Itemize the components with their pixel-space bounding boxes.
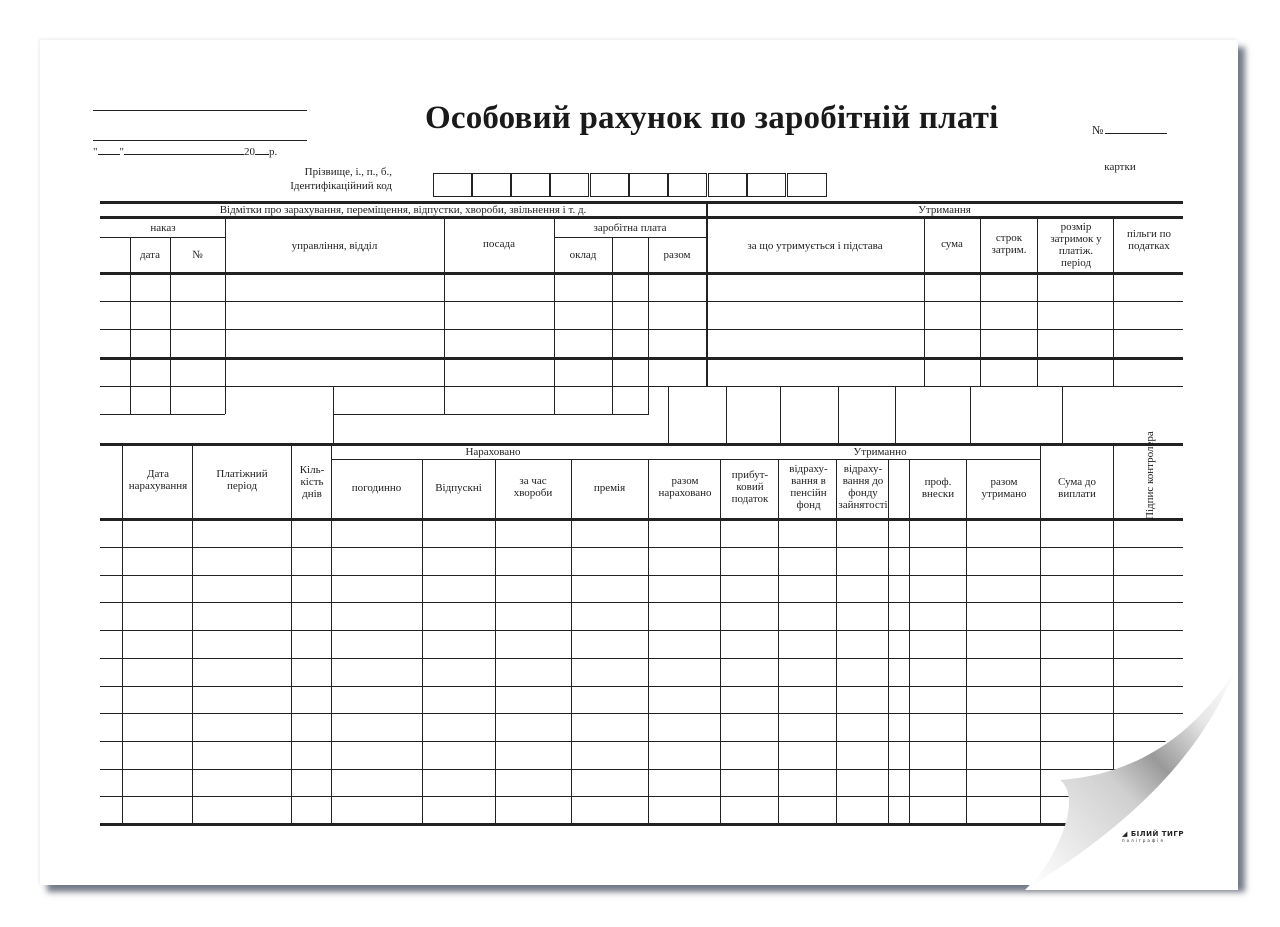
rule <box>895 386 896 443</box>
rule <box>780 386 781 443</box>
id-code-digit-3[interactable] <box>511 173 550 197</box>
col-withhold-reason: за що утримується і підстава <box>747 240 883 252</box>
rule <box>571 459 572 824</box>
group-accrued: Нараховано <box>465 446 521 458</box>
col-withhold-amount: сума <box>941 238 963 250</box>
col-withhold-term: строк затрим. <box>991 232 1027 256</box>
id-code-digit-2[interactable] <box>472 173 511 197</box>
group-withheld: Утриманно <box>853 446 907 458</box>
id-code-digit-1[interactable] <box>433 173 472 197</box>
section-title-marks: Відмітки про зарахування, переміщення, відпустки, хвороби, звільнення і т. д. <box>219 204 587 216</box>
rule <box>966 459 967 824</box>
name-label: Прізвище, і., п., б., <box>304 166 392 178</box>
col-bonus: премія <box>593 482 626 494</box>
rule <box>909 459 910 824</box>
rule <box>554 216 555 414</box>
rule <box>100 713 1183 714</box>
rule <box>422 459 423 824</box>
year-blank[interactable] <box>255 154 269 155</box>
id-code-digit-9[interactable] <box>747 173 786 197</box>
col-hourly: погодинно <box>351 482 402 494</box>
rule <box>612 237 613 414</box>
col-order: наказ <box>150 222 176 234</box>
rule <box>100 216 1183 219</box>
rule <box>100 357 1183 360</box>
rule <box>331 459 1040 460</box>
col-days: Кіль-кість днів <box>299 464 325 500</box>
rule <box>100 518 1183 521</box>
col-salary: заробітна плата <box>593 222 667 234</box>
rule <box>100 386 1183 387</box>
rule <box>100 301 1183 302</box>
rule <box>100 686 1183 687</box>
id-code-digit-10[interactable] <box>787 173 827 197</box>
col-salary-rate: оклад <box>569 249 597 261</box>
page-curl-icon <box>1025 665 1240 890</box>
rule <box>291 443 292 824</box>
card-label: картки <box>1104 161 1136 173</box>
id-code-digit-5[interactable] <box>590 173 629 197</box>
col-accrual-date: Дата нарахування <box>128 468 188 492</box>
rule <box>333 414 649 415</box>
rule <box>648 459 649 824</box>
rule <box>100 575 1183 576</box>
rule <box>100 630 1183 631</box>
rule <box>100 329 1183 330</box>
rule <box>668 386 669 443</box>
col-salary-total: разом <box>663 249 691 261</box>
rule <box>555 237 706 238</box>
year-suffix: р. <box>269 146 278 158</box>
rule <box>838 386 839 443</box>
rule <box>100 769 1183 770</box>
col-position: посада <box>482 238 516 250</box>
rule <box>333 386 334 443</box>
year-prefix: 20 <box>244 146 255 158</box>
col-payout: Сума до виплати <box>1057 476 1097 500</box>
col-pay-period: Платіжний період <box>216 468 268 492</box>
org-line-2 <box>93 140 307 141</box>
rule <box>778 459 779 824</box>
col-vacation: Відпускні <box>435 482 482 494</box>
logo-mark-icon: ◢ <box>1122 830 1131 838</box>
card-number-label: № <box>1092 124 1167 136</box>
id-code-digit-7[interactable] <box>668 173 707 197</box>
date-quote-open: " <box>93 146 98 158</box>
rule <box>1037 216 1038 386</box>
rule <box>100 272 1183 275</box>
id-code-digit-6[interactable] <box>629 173 668 197</box>
logo-subtitle: поліграфія <box>1122 838 1165 843</box>
brand-logo: ◢ БІЛИЙ ТИГР поліграфія <box>1122 830 1184 843</box>
col-department: управління, відділ <box>291 240 378 252</box>
id-code-digit-8[interactable] <box>708 173 747 197</box>
rule <box>706 201 708 386</box>
id-code-label: Ідентифікаційний код <box>290 180 392 192</box>
rule <box>980 216 981 386</box>
col-withhold-size: розмір затримок у платіж. період <box>1050 221 1102 269</box>
rule <box>130 237 131 414</box>
rule <box>100 796 1183 797</box>
rule <box>100 602 1183 603</box>
rule <box>1062 386 1063 443</box>
col-total-accrued: разом нараховано <box>658 475 712 499</box>
rule <box>192 443 193 824</box>
col-controller-signature: Підпис контролера <box>1144 431 1156 520</box>
col-tax-benefits: пільги по податках <box>1127 228 1171 252</box>
col-order-date: дата <box>139 249 161 261</box>
section-title-withholdings: Утримання <box>918 204 971 216</box>
day-blank[interactable] <box>98 154 120 155</box>
rule <box>170 237 171 414</box>
card-number-blank[interactable] <box>1105 133 1167 134</box>
col-total-withheld: разом утримано <box>981 476 1027 500</box>
date-quote-close: " <box>119 146 124 158</box>
rule <box>726 386 727 443</box>
date-line <box>93 146 313 158</box>
col-sick: за час хвороби <box>513 475 553 499</box>
rule <box>331 443 332 824</box>
rule <box>100 237 226 238</box>
rule <box>720 459 721 824</box>
rule <box>100 741 1183 742</box>
rule <box>122 443 123 824</box>
page-title: Особовий рахунок по заробітній платі <box>425 100 999 136</box>
col-order-number: № <box>192 249 203 261</box>
col-employment-fund: відраху-вання до фонду зайнятості <box>838 463 888 511</box>
month-blank[interactable] <box>124 154 244 155</box>
rule <box>888 459 889 824</box>
rule <box>970 386 971 443</box>
rule <box>836 459 837 824</box>
rule <box>100 823 1183 826</box>
rule <box>100 414 225 415</box>
rule <box>100 658 1183 659</box>
rule <box>100 547 1183 548</box>
org-line-1 <box>93 110 307 111</box>
id-code-digit-4[interactable] <box>550 173 589 197</box>
col-pension: відраху-вання в пенсійн фонд <box>789 463 828 511</box>
rule <box>648 237 649 414</box>
col-union-fees: проф. внески <box>921 476 955 500</box>
col-income-tax: прибут-ковий податок <box>731 469 769 505</box>
rule <box>495 459 496 824</box>
rule <box>1113 216 1114 386</box>
